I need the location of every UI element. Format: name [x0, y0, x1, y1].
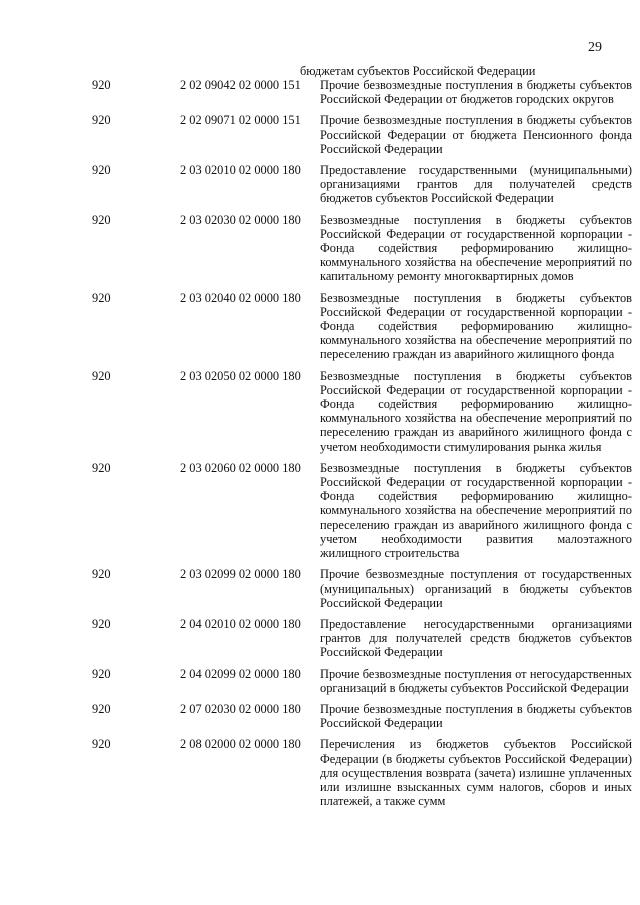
- revenue-name-cell: Перечисления из бюджетов субъектов Российской Федерации (в бюджеты субъектов Российской Федерации) для осуществления возврата (зачета) излишне уплаченных или излишне взысканных сумм налогов, сборов и иных платежей, а также сумм: [320, 737, 632, 809]
- revenue-name-cell: Безвозмездные поступления в бюджеты субъектов Российской Федерации от государственной корпорации - Фонда содействия реформированию жилищно-коммунального хозяйства на обеспечение мероприятий по капитальному ремонту многоквартирных домов: [320, 212, 632, 284]
- budget-classification-code-cell: 2 07 02030 02 0000 180: [180, 701, 301, 716]
- table-row: [0, 369, 640, 454]
- admin-code-cell: 920: [92, 368, 111, 383]
- admin-code-cell: 920: [92, 567, 111, 582]
- table-row: [0, 702, 640, 730]
- table-row: [0, 461, 640, 560]
- budget-classification-code-cell: 2 03 02050 02 0000 180: [180, 368, 301, 383]
- budget-classification-code-cell: 2 03 02030 02 0000 180: [180, 212, 301, 227]
- budget-classification-code-cell: 2 02 09071 02 0000 151: [180, 113, 301, 128]
- revenue-code-table: [0, 78, 640, 815]
- revenue-name-cell: Безвозмездные поступления в бюджеты субъектов Российской Федерации от государственной корпорации - Фонда содействия реформированию жилищно-коммунального хозяйства на обеспечение мероприятий по переселению граждан из аварийного жилищного фонда с учетом необходимости стимулирования рынка жилья: [320, 368, 632, 454]
- revenue-name-cell: Прочие безвозмездные поступления в бюджеты субъектов Российской Федерации от бюджета Пенсионного фонда Российской Федерации: [320, 113, 632, 156]
- admin-code-cell: 920: [92, 666, 111, 681]
- admin-code-cell: 920: [92, 460, 111, 475]
- budget-classification-code-cell: 2 03 02060 02 0000 180: [180, 460, 301, 475]
- budget-classification-code-cell: 2 03 02099 02 0000 180: [180, 567, 301, 582]
- budget-classification-code-cell: 2 02 09042 02 0000 151: [180, 78, 301, 92]
- admin-code-cell: 920: [92, 212, 111, 227]
- revenue-name-cell: Прочие безвозмездные поступления от государственных (муниципальных) организаций в бюджеты субъектов Российской Федерации: [320, 567, 632, 610]
- table-row: [0, 78, 640, 106]
- revenue-name-cell: Прочие безвозмездные поступления в бюджеты субъектов Российской Федерации от бюджетов городских округов: [320, 78, 632, 107]
- table-row: [0, 113, 640, 156]
- table-row: [0, 163, 640, 206]
- table-row: [0, 737, 640, 808]
- table-row: [0, 567, 640, 610]
- admin-code-cell: 920: [92, 737, 111, 752]
- continuation-text: бюджетам субъектов Российской Федерации: [300, 64, 536, 78]
- revenue-name-cell: Предоставление негосударственными организациями грантов для получателей средств бюджетов субъектов Российской Федерации: [320, 616, 632, 660]
- budget-classification-code-cell: 2 03 02040 02 0000 180: [180, 290, 301, 305]
- revenue-name-cell: Предоставление государственными (муниципальными) организациями грантов для получателей средств бюджетов субъектов Российской Федерации: [320, 163, 632, 206]
- table-row: [0, 213, 640, 284]
- table-row: [0, 667, 640, 695]
- revenue-name-cell: Прочие безвозмездные поступления в бюджеты субъектов Российской Федерации: [320, 701, 632, 731]
- admin-code-cell: 920: [92, 616, 111, 631]
- table-row: [0, 617, 640, 660]
- table-row: [0, 291, 640, 362]
- revenue-name-cell: Безвозмездные поступления в бюджеты субъектов Российской Федерации от государственной корпорации - Фонда содействия реформированию жилищно-коммунального хозяйства на обеспечение мероприятий по переселению граждан из аварийного жилищного фонда с учетом необходимости развития малоэтажного жилищного строительства: [320, 460, 632, 561]
- budget-classification-code-cell: 2 04 02099 02 0000 180: [180, 666, 301, 681]
- page-number: 29: [588, 40, 602, 55]
- budget-classification-code-cell: 2 03 02010 02 0000 180: [180, 163, 301, 178]
- admin-code-cell: 920: [92, 78, 111, 92]
- revenue-name-cell: Прочие безвозмездные поступления от негосударственных организаций в бюджеты субъектов Российской Федерации: [320, 666, 632, 695]
- admin-code-cell: 920: [92, 163, 111, 178]
- admin-code-cell: 920: [92, 701, 111, 716]
- revenue-name-cell: Безвозмездные поступления в бюджеты субъектов Российской Федерации от государственной корпорации - Фонда содействия реформированию жилищно-коммунального хозяйства на обеспечение мероприятий по переселению граждан из аварийного жилищного фонда: [320, 290, 632, 362]
- admin-code-cell: 920: [92, 290, 111, 305]
- admin-code-cell: 920: [92, 113, 111, 128]
- budget-classification-code-cell: 2 04 02010 02 0000 180: [180, 616, 301, 631]
- budget-classification-code-cell: 2 08 02000 02 0000 180: [180, 737, 301, 752]
